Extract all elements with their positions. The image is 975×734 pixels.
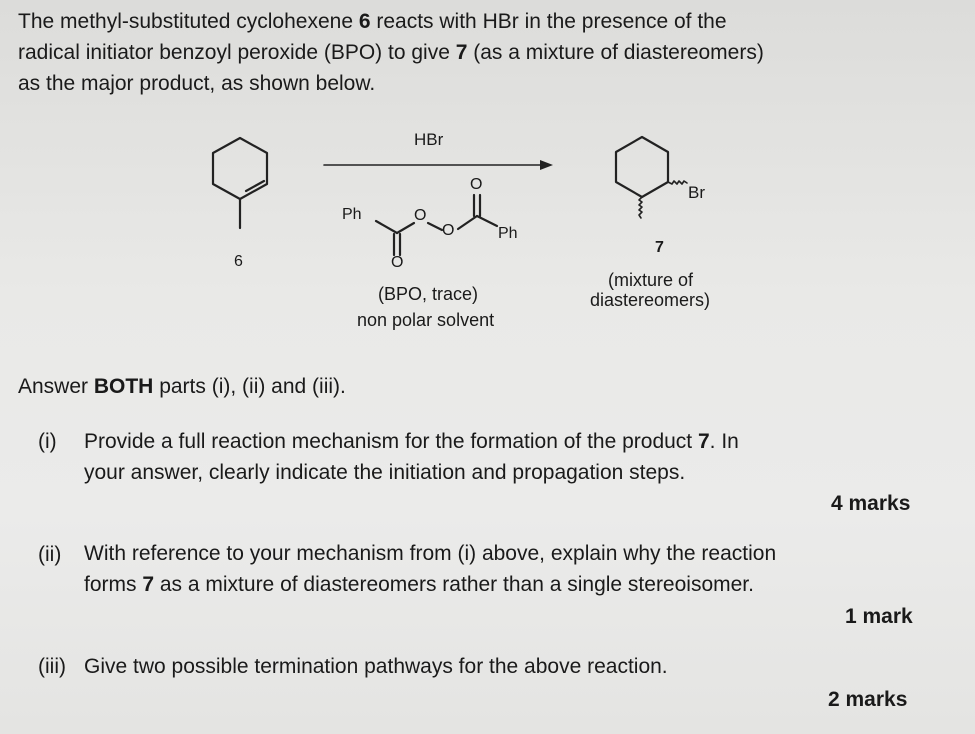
part-text: forms [84,573,143,596]
bpo-bond [376,221,397,233]
intro-text: (as a mixture of diastereomers) [467,41,764,64]
peroxide-oxygen-label: O [414,207,427,224]
wavy-bond [668,181,687,184]
part-number: (i) [38,430,57,453]
part-text: as a mixture of diastereomers rather than a single stereoisomer. [154,573,754,596]
bpo-bond [397,223,414,233]
compound-ref: 7 [455,41,468,64]
marks-label: 2 marks [828,688,908,711]
instruction-emphasis: BOTH [93,375,154,398]
part-i-text [84,426,739,488]
part-number: (ii) [38,543,62,566]
carbonyl-oxygen-label: O [391,254,404,271]
part-line: Give two possible termination pathways for the above reaction. [84,655,668,678]
reagent-label: HBr [414,130,444,149]
answer-instruction [18,371,346,402]
part-number: (iii) [38,655,66,678]
part-text: . In [709,430,739,453]
intro-text: The methyl-substituted cyclohexene [18,10,359,33]
bpo-bond [428,223,442,230]
instruction-text: parts (i), (ii) and (iii). [153,375,346,398]
condition-label: non polar solvent [357,310,495,330]
part-line [84,426,739,457]
phenyl-label: Ph [342,206,362,223]
part-ii-text [84,538,776,600]
instruction-text: Answer [18,375,94,398]
compound-ref: 7 [697,430,710,453]
cyclohexane-ring [616,137,668,197]
intro-text: radical initiator benzoyl peroxide (BPO) to give [18,41,456,64]
compound-ref: 6 [358,10,371,33]
carbonyl-oxygen-label: O [470,176,483,193]
condition-label: (BPO, trace) [378,284,479,304]
marks-label: 4 marks [831,492,911,515]
part-line: With reference to your mechanism from (i) above, explain why the reaction [84,542,777,565]
diastereomer-note: (mixture of [608,270,694,290]
compound-6-label: 6 [234,253,243,270]
part-line [84,569,776,600]
compound-ref: 7 [142,573,155,596]
reaction-scheme [0,0,975,340]
bpo-bond [477,216,497,226]
peroxide-oxygen-label: O [442,222,455,239]
bromine-label: Br [688,183,705,202]
arrow-head [540,160,553,170]
bpo-bond [458,216,477,229]
diastereomer-note: diastereomers) [590,290,711,310]
phenyl-label: Ph [498,225,518,242]
part-text: Provide a full reaction mechanism for the formation of the product [84,430,698,453]
intro-text: reacts with HBr in the presence of the [370,10,727,33]
part-iii-text [84,651,668,682]
part-line: your answer, clearly indicate the initiation and propagation steps. [84,461,686,484]
compound-7-label: 7 [655,239,664,256]
intro-line-3: as the major product, as shown below. [18,72,376,95]
cyclohexene-ring [213,138,267,199]
marks-label: 1 mark [845,605,913,628]
wavy-bond [639,197,642,218]
